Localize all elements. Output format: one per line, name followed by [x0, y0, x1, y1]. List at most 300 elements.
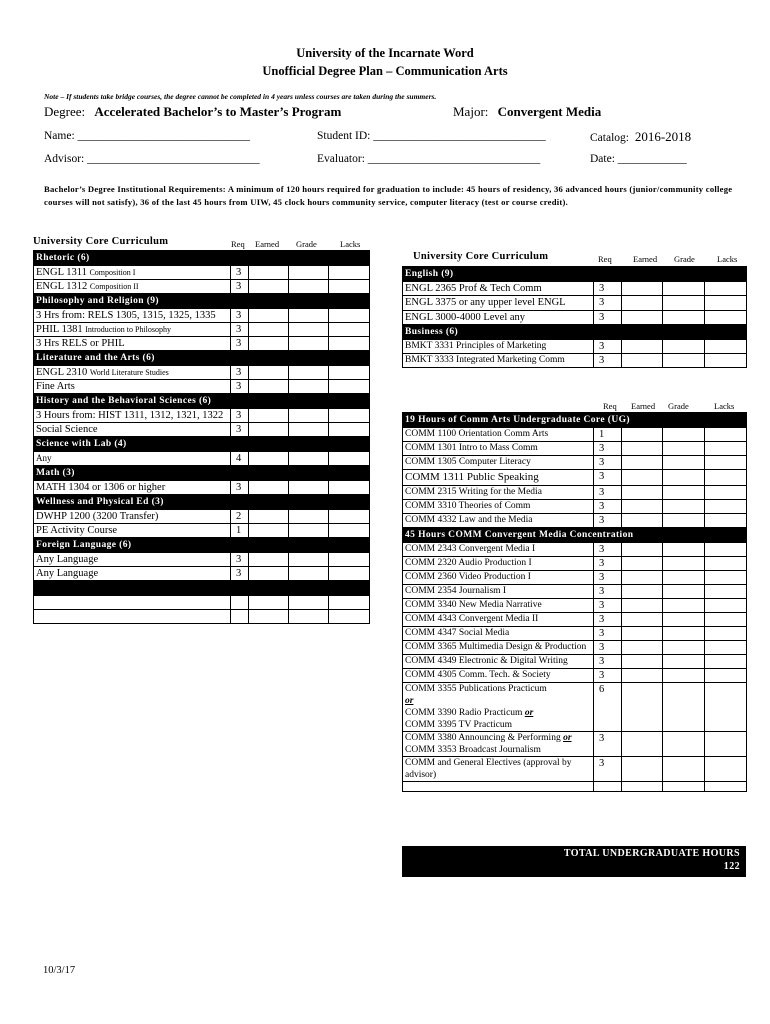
blank-row	[34, 610, 370, 624]
course-cell: BMKT 3331 Principles of Marketing	[403, 340, 594, 354]
earned-cell[interactable]	[249, 323, 289, 337]
earned-cell[interactable]	[249, 567, 289, 581]
earned-cell[interactable]	[622, 613, 663, 627]
right-col-grade-2: Grade	[668, 401, 689, 411]
lacks-cell[interactable]	[705, 354, 747, 368]
section-history: History and the Behavioral Sciences (6)	[34, 394, 370, 409]
section-header	[34, 294, 370, 309]
earned-cell[interactable]	[622, 428, 663, 442]
lacks-cell[interactable]	[329, 423, 370, 437]
table-row	[34, 409, 370, 423]
right-col-lacks-2: Lacks	[714, 401, 735, 411]
earned-cell[interactable]	[622, 500, 663, 514]
grade-cell[interactable]	[663, 428, 705, 442]
major-value: Convergent Media	[497, 104, 602, 119]
table-row	[403, 585, 747, 599]
lacks-cell[interactable]	[705, 500, 747, 514]
table-row	[34, 510, 370, 524]
earned-cell[interactable]	[622, 732, 663, 757]
grade-cell[interactable]	[663, 296, 705, 311]
req-cell: 3	[594, 486, 622, 500]
lacks-cell[interactable]	[329, 280, 370, 294]
right-core-table	[402, 266, 747, 368]
table-row	[34, 280, 370, 294]
section-header	[34, 538, 370, 553]
grade-cell[interactable]	[663, 599, 705, 613]
lacks-cell[interactable]	[329, 567, 370, 581]
req-cell: 3	[231, 266, 249, 280]
grade-cell[interactable]	[663, 613, 705, 627]
course-code: ENGL 2310	[36, 367, 88, 378]
course-option: COMM 3395 TV Practicum	[405, 720, 513, 730]
lacks-cell[interactable]	[329, 452, 370, 466]
table-row	[403, 669, 747, 683]
course-cell: COMM 3365 Multimedia Design & Production	[403, 641, 594, 655]
earned-cell[interactable]	[622, 757, 663, 782]
table-row	[403, 655, 747, 669]
table-row	[403, 296, 747, 311]
section-philosophy: Philosophy and Religion (9)	[34, 294, 370, 309]
course-cell	[403, 732, 594, 757]
earned-cell[interactable]	[622, 354, 663, 368]
section-header	[34, 495, 370, 510]
grade-cell[interactable]	[663, 354, 705, 368]
req-cell: 3	[594, 442, 622, 456]
student-id-field[interactable]: Student ID: ______________________________	[317, 130, 546, 142]
course-code: ENGL 1312	[36, 281, 88, 292]
lacks-cell[interactable]	[705, 599, 747, 613]
lacks-cell[interactable]	[705, 514, 747, 528]
lacks-cell[interactable]	[705, 641, 747, 655]
right-col-req-2: Req	[603, 401, 617, 411]
grade-cell[interactable]	[663, 486, 705, 500]
req-cell: 6	[594, 683, 622, 732]
table-row	[34, 323, 370, 337]
earned-cell[interactable]	[249, 409, 289, 423]
course-option-text: COMM 3380 Announcing & Performing	[405, 733, 561, 743]
req-cell: 3	[231, 366, 249, 380]
section-header	[403, 528, 747, 543]
grade-cell[interactable]	[663, 470, 705, 486]
req-cell: 3	[594, 296, 622, 311]
req-cell: 3	[231, 309, 249, 323]
course-subtitle: Composition II	[89, 282, 139, 291]
earned-cell[interactable]	[622, 311, 663, 325]
course-option-text: COMM 3390 Radio Practicum	[405, 708, 523, 718]
earned-cell[interactable]	[622, 486, 663, 500]
blank-cell[interactable]	[289, 610, 329, 624]
req-cell: 3	[231, 280, 249, 294]
course-cell: COMM and General Electives (approval by advisor)	[403, 757, 594, 782]
req-cell: 3	[594, 282, 622, 296]
table-row	[34, 423, 370, 437]
earned-cell[interactable]	[622, 571, 663, 585]
lacks-cell[interactable]	[329, 510, 370, 524]
course-subtitle: Composition I	[89, 268, 136, 277]
left-col-earned: Earned	[255, 239, 280, 249]
grade-cell[interactable]	[289, 337, 329, 351]
course-cell: COMM 2354 Journalism I	[403, 585, 594, 599]
catalog-value: 2016-2018	[634, 129, 692, 144]
section-business: Business (6)	[403, 325, 747, 340]
req-cell: 3	[594, 311, 622, 325]
req-cell: 3	[231, 481, 249, 495]
earned-cell[interactable]	[622, 514, 663, 528]
lacks-cell[interactable]	[329, 366, 370, 380]
lacks-cell[interactable]	[329, 323, 370, 337]
grade-cell[interactable]	[663, 669, 705, 683]
table-row	[34, 266, 370, 280]
name-field[interactable]: Name: ______________________________	[44, 130, 251, 142]
lacks-cell[interactable]	[705, 571, 747, 585]
req-cell: 3	[594, 557, 622, 571]
table-row	[403, 627, 747, 641]
lacks-cell[interactable]	[705, 613, 747, 627]
section-header	[34, 251, 370, 266]
right-col-grade: Grade	[674, 254, 695, 264]
earned-cell[interactable]	[622, 543, 663, 557]
req-cell: 1	[231, 524, 249, 538]
course-cell: Fine Arts	[34, 380, 231, 394]
table-row	[403, 456, 747, 470]
course-option	[405, 707, 591, 719]
blank-cell[interactable]	[329, 596, 370, 610]
table-row	[403, 486, 747, 500]
earned-cell[interactable]	[249, 524, 289, 538]
grade-cell[interactable]	[289, 409, 329, 423]
lacks-cell[interactable]	[705, 557, 747, 571]
grade-cell[interactable]	[663, 585, 705, 599]
table-row	[403, 543, 747, 557]
course-cell: COMM 2360 Video Production I	[403, 571, 594, 585]
earned-cell[interactable]	[249, 309, 289, 323]
major-label: Major:	[453, 104, 489, 119]
req-cell: 3	[594, 613, 622, 627]
req-cell: 3	[231, 409, 249, 423]
course-cell	[403, 683, 594, 732]
course-cell: ENGL 2365 Prof & Tech Comm	[403, 282, 594, 296]
grade-cell[interactable]	[663, 571, 705, 585]
course-cell: 3 Hrs RELS or PHIL	[34, 337, 231, 351]
earned-cell[interactable]	[249, 266, 289, 280]
course-cell: Social Science	[34, 423, 231, 437]
section-math: Math (3)	[34, 466, 370, 481]
table-row	[403, 500, 747, 514]
grade-cell[interactable]	[289, 423, 329, 437]
date-field[interactable]: Date: ____________	[590, 153, 687, 165]
grade-cell[interactable]	[663, 655, 705, 669]
blank-cell[interactable]	[705, 782, 747, 792]
blank-cell[interactable]	[329, 610, 370, 624]
lacks-cell[interactable]	[329, 309, 370, 323]
table-row	[403, 470, 747, 486]
lacks-cell[interactable]	[329, 481, 370, 495]
earned-cell[interactable]	[622, 296, 663, 311]
doc-subtitle: Unofficial Degree Plan – Communication Arts	[262, 64, 508, 78]
section-header	[34, 466, 370, 481]
course-cell: COMM 2343 Convergent Media I	[403, 543, 594, 557]
section-rhetoric: Rhetoric (6)	[34, 251, 370, 266]
table-row	[403, 311, 747, 325]
course-cell: Any	[34, 452, 231, 466]
course-option	[405, 732, 591, 744]
table-row	[403, 599, 747, 613]
earned-cell[interactable]	[622, 655, 663, 669]
grade-cell[interactable]	[663, 732, 705, 757]
earned-cell[interactable]	[249, 280, 289, 294]
degree-label: Degree:	[44, 104, 86, 119]
advisor-field[interactable]: Advisor: ______________________________	[44, 153, 260, 165]
table-row	[403, 641, 747, 655]
grade-cell[interactable]	[663, 557, 705, 571]
blank-cell[interactable]	[34, 596, 231, 610]
earned-cell[interactable]	[622, 627, 663, 641]
lacks-cell[interactable]	[705, 296, 747, 311]
blank-cell[interactable]	[663, 782, 705, 792]
course-cell: BMKT 3333 Integrated Marketing Comm	[403, 354, 594, 368]
right-col-earned: Earned	[633, 254, 658, 264]
req-cell: 1	[594, 428, 622, 442]
table-row	[34, 481, 370, 495]
section-science: Science with Lab (4)	[34, 437, 370, 452]
major-line	[453, 104, 601, 120]
lacks-cell[interactable]	[329, 524, 370, 538]
left-col-lacks: Lacks	[340, 239, 361, 249]
earned-cell[interactable]	[249, 481, 289, 495]
section-comm-concentration: 45 Hours COMM Convergent Media Concentration	[403, 528, 747, 543]
grade-cell[interactable]	[289, 481, 329, 495]
left-core-heading: University Core Curriculum	[33, 236, 169, 247]
grade-cell[interactable]	[663, 641, 705, 655]
blank-cell[interactable]	[249, 610, 289, 624]
course-cell: COMM 1301 Intro to Mass Comm	[403, 442, 594, 456]
blank-section-bar	[34, 581, 370, 596]
lacks-cell[interactable]	[329, 266, 370, 280]
grade-cell[interactable]	[289, 323, 329, 337]
table-row	[403, 282, 747, 296]
earned-cell[interactable]	[249, 366, 289, 380]
grade-cell[interactable]	[289, 524, 329, 538]
lacks-cell[interactable]	[705, 311, 747, 325]
table-row	[34, 337, 370, 351]
grade-cell[interactable]	[289, 380, 329, 394]
grade-cell[interactable]	[663, 282, 705, 296]
grade-cell[interactable]	[289, 553, 329, 567]
earned-cell[interactable]	[622, 557, 663, 571]
req-cell: 3	[594, 354, 622, 368]
earned-cell[interactable]	[622, 456, 663, 470]
req-cell: 3	[594, 571, 622, 585]
blank-cell[interactable]	[34, 610, 231, 624]
lacks-cell[interactable]	[705, 543, 747, 557]
lacks-cell[interactable]	[705, 428, 747, 442]
course-cell: COMM 1305 Computer Literacy	[403, 456, 594, 470]
lacks-cell[interactable]	[705, 340, 747, 354]
grade-cell[interactable]	[289, 266, 329, 280]
course-subtitle: World Literature Studies	[89, 368, 169, 377]
course-cell	[34, 280, 231, 294]
evaluator-field[interactable]: Evaluator: ______________________________	[317, 153, 541, 165]
lacks-cell[interactable]	[705, 655, 747, 669]
lacks-cell[interactable]	[329, 337, 370, 351]
bridge-note: Note – If students take bridge courses, the degree cannot be completed in 4 years unless courses are taken during the summers.	[44, 92, 437, 101]
grade-cell[interactable]	[663, 543, 705, 557]
total-hours-label: TOTAL UNDERGRADUATE HOURS	[563, 848, 740, 859]
lacks-cell[interactable]	[705, 683, 747, 732]
course-cell: Any Language	[34, 567, 231, 581]
lacks-cell[interactable]	[329, 380, 370, 394]
earned-cell[interactable]	[249, 337, 289, 351]
earned-cell[interactable]	[622, 470, 663, 486]
course-cell: COMM 3310 Theories of Comm	[403, 500, 594, 514]
earned-cell[interactable]	[249, 553, 289, 567]
course-cell: COMM 4349 Electronic & Digital Writing	[403, 655, 594, 669]
blank-cell[interactable]	[231, 610, 249, 624]
blank-cell[interactable]	[622, 782, 663, 792]
blank-cell[interactable]	[403, 782, 594, 792]
lacks-cell[interactable]	[705, 627, 747, 641]
table-row	[403, 340, 747, 354]
lacks-cell[interactable]	[705, 732, 747, 757]
course-option: COMM 3353 Broadcast Journalism	[405, 745, 541, 755]
grade-cell[interactable]	[663, 683, 705, 732]
grade-cell[interactable]	[663, 340, 705, 354]
table-row	[403, 571, 747, 585]
right-col-earned-2: Earned	[631, 401, 656, 411]
grade-cell[interactable]	[663, 514, 705, 528]
lacks-cell[interactable]	[705, 585, 747, 599]
section-header	[403, 413, 747, 428]
section-header	[34, 437, 370, 452]
req-cell: 4	[231, 452, 249, 466]
grade-cell[interactable]	[663, 757, 705, 782]
lacks-cell[interactable]	[705, 442, 747, 456]
section-header	[403, 325, 747, 340]
left-col-grade: Grade	[296, 239, 317, 249]
course-cell: COMM 1311 Public Speaking	[403, 470, 594, 486]
course-cell: COMM 4332 Law and the Media	[403, 514, 594, 528]
blank-cell[interactable]	[594, 782, 622, 792]
catalog-label: Catalog:	[590, 132, 629, 144]
blank-cell[interactable]	[231, 596, 249, 610]
catalog-line	[590, 129, 691, 145]
blank-row	[403, 782, 747, 792]
earned-cell[interactable]	[249, 380, 289, 394]
course-cell: ENGL 3000-4000 Level any	[403, 311, 594, 325]
left-col-req: Req	[231, 239, 245, 249]
footer-date: 10/3/17	[43, 965, 76, 976]
table-row	[34, 380, 370, 394]
section-wellness: Wellness and Physical Ed (3)	[34, 495, 370, 510]
course-cell	[34, 323, 231, 337]
lacks-cell[interactable]	[705, 282, 747, 296]
table-row	[403, 732, 747, 757]
course-cell: COMM 3340 New Media Narrative	[403, 599, 594, 613]
grade-cell[interactable]	[663, 456, 705, 470]
degree-line	[44, 104, 341, 120]
lacks-cell[interactable]	[705, 456, 747, 470]
lacks-cell[interactable]	[329, 553, 370, 567]
blank-cell[interactable]	[289, 596, 329, 610]
doc-title: University of the Incarnate Word	[296, 46, 474, 60]
req-cell: 3	[594, 732, 622, 757]
or-text: or	[563, 733, 572, 743]
earned-cell[interactable]	[249, 452, 289, 466]
degree-value: Accelerated Bachelor’s to Master’s Program	[94, 104, 342, 119]
table-row	[403, 514, 747, 528]
grade-cell[interactable]	[663, 442, 705, 456]
grade-cell[interactable]	[289, 309, 329, 323]
req-cell: 3	[594, 599, 622, 613]
grade-cell[interactable]	[663, 627, 705, 641]
lacks-cell[interactable]	[329, 409, 370, 423]
course-cell: COMM 2320 Audio Production I	[403, 557, 594, 571]
comm-table	[402, 412, 747, 792]
earned-cell[interactable]	[622, 282, 663, 296]
grade-cell[interactable]	[289, 452, 329, 466]
course-code: PHIL 1381	[36, 324, 83, 335]
grade-cell[interactable]	[289, 567, 329, 581]
lacks-cell[interactable]	[705, 669, 747, 683]
grade-cell[interactable]	[663, 500, 705, 514]
total-hours-value: 122	[723, 861, 740, 872]
table-row	[403, 442, 747, 456]
course-subtitle: Introduction to Philosophy	[85, 325, 171, 334]
req-cell: 3	[231, 553, 249, 567]
req-cell: 3	[594, 669, 622, 683]
grade-cell[interactable]	[289, 280, 329, 294]
req-cell: 3	[594, 456, 622, 470]
course-cell	[34, 366, 231, 380]
earned-cell[interactable]	[622, 585, 663, 599]
course-code: ENGL 1311	[36, 267, 87, 278]
req-cell: 3	[594, 585, 622, 599]
earned-cell[interactable]	[249, 510, 289, 524]
section-english: English (9)	[403, 267, 747, 282]
earned-cell[interactable]	[622, 669, 663, 683]
req-cell: 3	[594, 470, 622, 486]
section-foreign-language: Foreign Language (6)	[34, 538, 370, 553]
earned-cell[interactable]	[622, 340, 663, 354]
right-col-lacks: Lacks	[717, 254, 738, 264]
req-cell: 3	[594, 340, 622, 354]
earned-cell[interactable]	[622, 442, 663, 456]
section-literature: Literature and the Arts (6)	[34, 351, 370, 366]
lacks-cell[interactable]	[705, 757, 747, 782]
table-row	[34, 366, 370, 380]
earned-cell[interactable]	[622, 599, 663, 613]
table-row	[403, 613, 747, 627]
course-cell: MATH 1304 or 1306 or higher	[34, 481, 231, 495]
grade-cell[interactable]	[289, 510, 329, 524]
blank-row	[34, 596, 370, 610]
table-row	[34, 524, 370, 538]
earned-cell[interactable]	[249, 423, 289, 437]
lacks-cell[interactable]	[705, 470, 747, 486]
earned-cell[interactable]	[622, 683, 663, 732]
table-row	[403, 557, 747, 571]
grade-cell[interactable]	[289, 366, 329, 380]
grade-cell[interactable]	[663, 311, 705, 325]
req-cell: 3	[231, 380, 249, 394]
table-row	[34, 553, 370, 567]
earned-cell[interactable]	[622, 641, 663, 655]
course-cell: 3 Hours from: HIST 1311, 1312, 1321, 1322	[34, 409, 231, 423]
req-cell: 3	[594, 500, 622, 514]
blank-cell[interactable]	[249, 596, 289, 610]
course-cell: Any Language	[34, 553, 231, 567]
lacks-cell[interactable]	[705, 486, 747, 500]
